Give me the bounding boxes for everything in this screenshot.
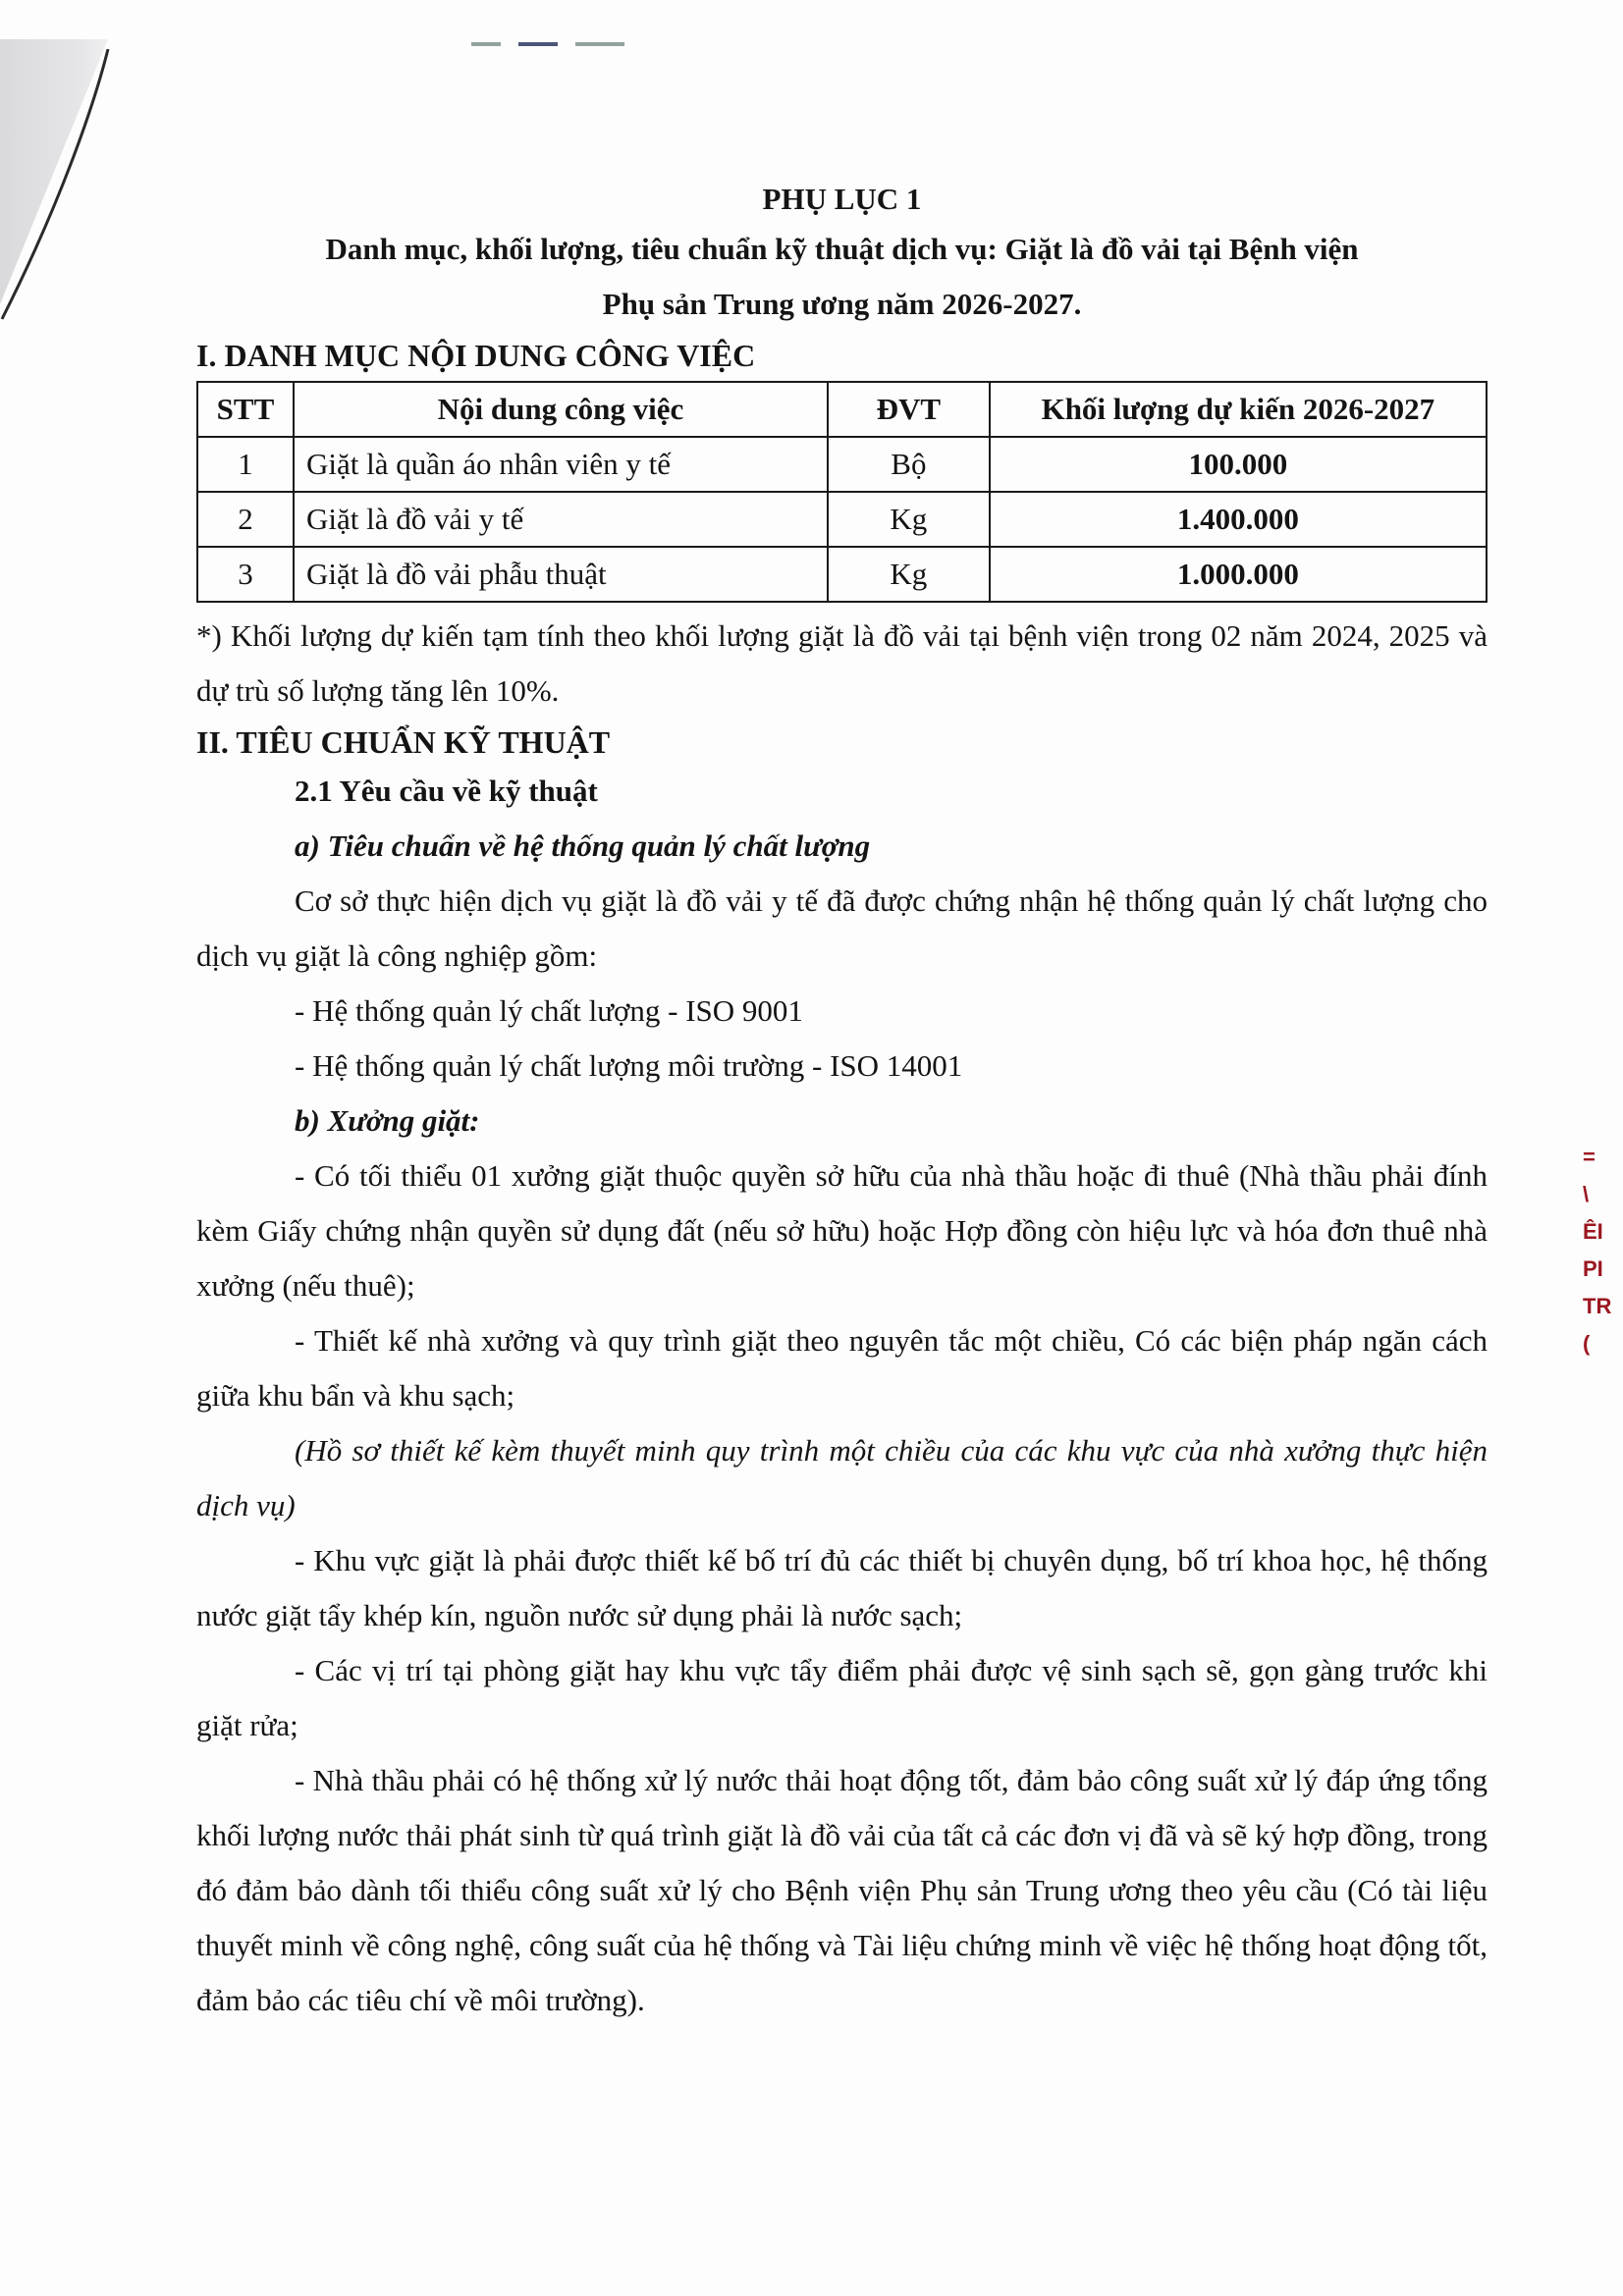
cell-quantity: 1.400.000	[990, 492, 1487, 547]
col-header-quantity: Khối lượng dự kiến 2026-2027	[990, 382, 1487, 437]
document-page	[196, 177, 1488, 2028]
col-header-content: Nội dung công việc	[294, 382, 828, 437]
cell-unit: Kg	[828, 492, 990, 547]
item-b-heading: b) Xưởng giặt:	[295, 1103, 480, 1138]
scan-artifact-marks	[471, 41, 707, 47]
item-a-heading: a) Tiêu chuẩn về hệ thống quản lý chất lượng	[295, 828, 871, 863]
table-row	[197, 547, 1487, 602]
stamp-fragment: \	[1583, 1182, 1590, 1206]
col-header-stt: STT	[197, 382, 294, 437]
item-a-list-item: - Hệ thống quản lý chất lượng - ISO 9001	[295, 993, 803, 1028]
col-header-unit: ĐVT	[828, 382, 990, 437]
appendix-title: PHỤ LỤC 1	[762, 182, 922, 216]
cell-unit: Kg	[828, 547, 990, 602]
item-b-bullet: - Có tối thiểu 01 xưởng giặt thuộc quyền sở hữu của nhà thầu hoặc đi thuê (Nhà thầu phải đính kèm Giấy chứng nhận quyền sử dụng đất (nếu sở hữu) hoặc Hợp đồng còn hiệu lực và hóa đơn thuê nhà xưởng (nếu thuê);	[196, 1158, 1488, 1303]
stamp-fragment: =	[1583, 1145, 1596, 1169]
work-items-table	[196, 381, 1488, 603]
item-a-text: Cơ sở thực hiện dịch vụ giặt là đồ vải y tế đã được chứng nhận hệ thống quản lý chất lượng cho dịch vụ giặt là công nghiệp gồm:	[196, 883, 1488, 973]
cell-unit: Bộ	[828, 437, 990, 492]
table-header-row	[197, 382, 1487, 437]
item-b-bullet: - Nhà thầu phải có hệ thống xử lý nước thải hoạt động tốt, đảm bảo công suất xử lý đáp ứng tổng khối lượng nước thải phát sinh từ quá trình giặt là đồ vải của tất cả các đơn vị đã và sẽ ký hợp đồng, trong đó đảm bảo dành tối thiểu công suất xử lý cho Bệnh viện Phụ sản Trung ương theo yêu cầu (Có tài liệu thuyết minh về công nghệ, công suất của hệ thống và Tài liệu chứng minh về việc hệ thống hoạt động tốt, đảm bảo các tiêu chí về môi trường).	[196, 1763, 1488, 2017]
table-row	[197, 492, 1487, 547]
stamp-fragment: ÊI	[1583, 1219, 1603, 1244]
cell-content: Giặt là đồ vải phẫu thuật	[294, 547, 828, 602]
document-subtitle-line1: Danh mục, khối lượng, tiêu chuẩn kỹ thuật dịch vụ: Giặt là đồ vải tại Bệnh viện	[325, 232, 1359, 266]
table-footnote: *) Khối lượng dự kiến tạm tính theo khối lượng giặt là đồ vải tại bệnh viện trong 02 năm 2024, 2025 và dự trù số lượng tăng lên 10%.	[196, 618, 1488, 708]
stamp-fragment: TR	[1583, 1294, 1612, 1318]
document-subtitle-line2: Phụ sản Trung ương năm 2026-2027.	[602, 287, 1082, 321]
stamp-fragment: PI	[1583, 1256, 1603, 1281]
red-stamp-fragment	[1583, 1139, 1622, 1356]
item-b-bullet: - Các vị trí tại phòng giặt hay khu vực tẩy điểm phải được vệ sinh sạch sẽ, gọn gàng trước khi giặt rửa;	[196, 1653, 1488, 1742]
table-row	[197, 437, 1487, 492]
item-b-bullet: - Thiết kế nhà xưởng và quy trình giặt theo nguyên tắc một chiều, Có các biện pháp ngăn cách giữa khu bẩn và khu sạch;	[196, 1323, 1488, 1413]
cell-content: Giặt là quần áo nhân viên y tế	[294, 437, 828, 492]
subsection-2-1-heading: 2.1 Yêu cầu về kỹ thuật	[295, 774, 598, 808]
cell-content: Giặt là đồ vải y tế	[294, 492, 828, 547]
item-a-list-item: - Hệ thống quản lý chất lượng môi trường - ISO 14001	[295, 1048, 963, 1083]
item-b-italic-note: (Hồ sơ thiết kế kèm thuyết minh quy trình một chiều của các khu vực của nhà xưởng thực hiện dịch vụ)	[196, 1433, 1488, 1522]
page-curl-shadow	[0, 39, 120, 314]
stamp-fragment: (	[1583, 1331, 1591, 1356]
cell-quantity: 1.000.000	[990, 547, 1487, 602]
item-b-bullet: - Khu vực giặt là phải được thiết kế bố trí đủ các thiết bị chuyên dụng, bố trí khoa học, hệ thống nước giặt tẩy khép kín, nguồn nước sử dụng phải là nước sạch;	[196, 1543, 1488, 1632]
cell-stt: 1	[197, 437, 294, 492]
cell-stt: 2	[197, 492, 294, 547]
cell-quantity: 100.000	[990, 437, 1487, 492]
section1-heading: I. DANH MỤC NỘI DUNG CÔNG VIỆC	[196, 338, 756, 373]
section2-heading: II. TIÊU CHUẨN KỸ THUẬT	[196, 724, 611, 760]
cell-stt: 3	[197, 547, 294, 602]
